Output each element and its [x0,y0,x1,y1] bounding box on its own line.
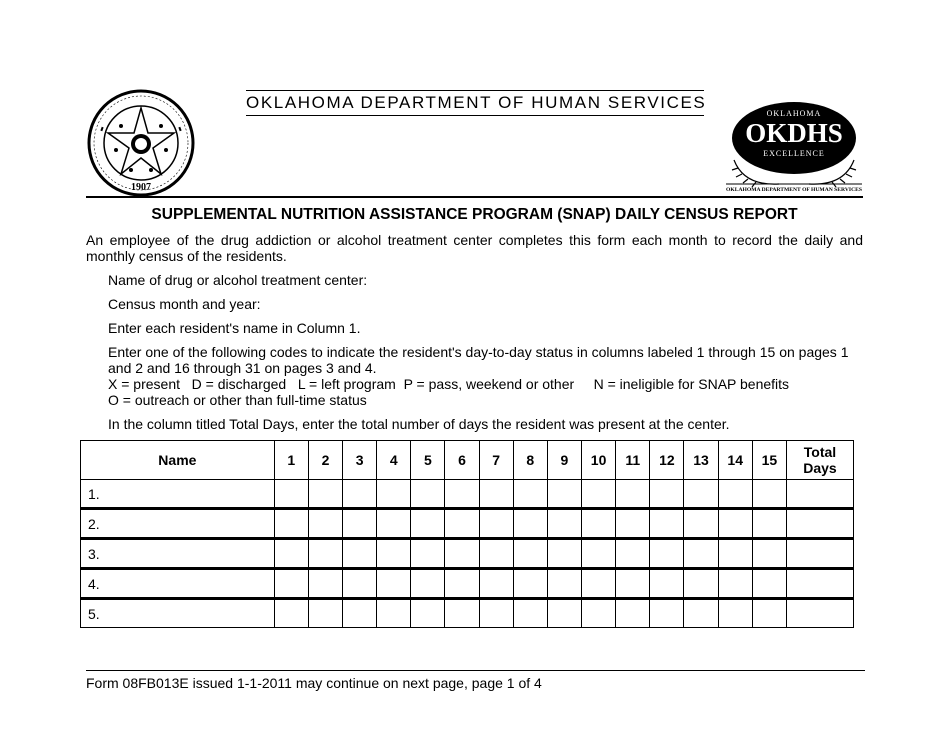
resident-row [81,569,854,599]
day-status-cell[interactable] [343,509,377,539]
day-column-header: 15 [752,441,786,480]
day-status-cell[interactable] [411,569,445,599]
day-status-cell[interactable] [684,569,718,599]
form-footer: Form 08FB013E issued 1-1-2011 may continue on next page, page 1 of 4 [86,675,542,691]
day-status-cell[interactable] [582,599,616,628]
okdhs-logo [724,98,864,195]
day-status-cell[interactable] [513,569,547,599]
resident-name-cell[interactable]: 2. [81,509,275,539]
day-status-cell[interactable] [411,480,445,509]
day-status-cell[interactable] [718,599,752,628]
day-status-cell[interactable] [582,480,616,509]
day-status-cell[interactable] [411,599,445,628]
day-status-cell[interactable] [479,599,513,628]
census-month-label: Census month and year: [108,296,261,312]
day-column-header: 7 [479,441,513,480]
resident-name-cell[interactable]: 4. [81,569,275,599]
logo-sub-text: EXCELLENCE [763,149,825,158]
logo-top-text: OKLAHOMA [766,109,822,118]
total-days-cell[interactable] [786,539,853,569]
codes-instruction [108,344,863,408]
day-status-cell[interactable] [274,569,308,599]
day-status-cell[interactable] [752,569,786,599]
name-column-header: Name [81,441,275,480]
resident-row [81,599,854,628]
day-status-cell[interactable] [650,509,684,539]
day-status-cell[interactable] [616,509,650,539]
day-status-cell[interactable] [547,480,581,509]
day-status-cell[interactable] [308,480,342,509]
resident-row [81,509,854,539]
day-status-cell[interactable] [718,569,752,599]
codes-legend-line-1: X = present D = discharged L = left program P = pass, weekend or other N = ineligible for SNAP benefits [108,376,790,392]
form-title: SUPPLEMENTAL NUTRITION ASSISTANCE PROGRAM (SNAP) DAILY CENSUS REPORT [151,206,798,223]
day-status-cell[interactable] [684,480,718,509]
day-status-cell[interactable] [650,599,684,628]
agency-header [246,90,707,116]
day-status-cell[interactable] [274,509,308,539]
day-column-header: 9 [547,441,581,480]
total-days-cell[interactable] [786,569,853,599]
day-column-header: 8 [513,441,547,480]
day-status-cell[interactable] [616,599,650,628]
day-status-cell[interactable] [616,569,650,599]
day-status-cell[interactable] [445,569,479,599]
day-status-cell[interactable] [752,509,786,539]
day-column-header: 2 [308,441,342,480]
day-status-cell[interactable] [274,539,308,569]
census-table [80,440,854,628]
day-status-cell[interactable] [650,480,684,509]
footer-divider [86,670,865,671]
day-column-header: 11 [616,441,650,480]
resident-name-cell[interactable]: 3. [81,539,275,569]
resident-name-cell[interactable]: 5. [81,599,275,628]
day-status-cell[interactable] [513,480,547,509]
day-status-cell[interactable] [343,599,377,628]
total-days-cell[interactable] [786,509,853,539]
state-seal-image [86,88,196,198]
day-status-cell[interactable] [274,599,308,628]
codes-instruction-text: Enter one of the following codes to indicate the resident's day-to-day status in columns labeled 1 through 15 on pages 1 and 2 and 16 through 31 on pages 3 and 4. [108,344,849,376]
day-status-cell[interactable] [343,569,377,599]
day-status-cell[interactable] [411,509,445,539]
day-status-cell[interactable] [718,539,752,569]
day-status-cell[interactable] [684,599,718,628]
total-header-line-1: Total [803,444,837,460]
day-status-cell[interactable] [547,569,581,599]
day-status-cell[interactable] [752,599,786,628]
day-status-cell[interactable] [343,539,377,569]
day-status-cell[interactable] [343,480,377,509]
census-header-row [81,441,854,480]
codes-legend-line-2: O = outreach or other than full-time status [108,392,367,408]
day-status-cell[interactable] [547,599,581,628]
day-status-cell[interactable] [547,509,581,539]
day-status-cell[interactable] [547,539,581,569]
day-column-header: 10 [582,441,616,480]
day-status-cell[interactable] [377,599,411,628]
day-status-cell[interactable] [445,480,479,509]
day-column-header: 12 [650,441,684,480]
day-status-cell[interactable] [684,509,718,539]
day-status-cell[interactable] [616,480,650,509]
day-status-cell[interactable] [650,569,684,599]
day-status-cell[interactable] [445,599,479,628]
day-status-cell[interactable] [308,539,342,569]
form-intro: An employee of the drug addiction or alcohol treatment center completes this form each month to record the daily and monthly census of the residents. [86,232,863,264]
day-status-cell[interactable] [718,480,752,509]
logo-caption: OKLAHOMA DEPARTMENT OF HUMAN SERVICES [726,187,862,193]
day-status-cell[interactable] [377,480,411,509]
resident-row [81,480,854,509]
day-column-header: 1 [274,441,308,480]
day-column-header: 4 [377,441,411,480]
day-status-cell[interactable] [684,539,718,569]
total-days-cell[interactable] [786,480,853,509]
day-status-cell[interactable] [479,569,513,599]
day-status-cell[interactable] [308,569,342,599]
day-status-cell[interactable] [479,509,513,539]
header-divider [86,196,863,198]
total-header-line-2: Days [803,460,837,476]
seal-year: 1907 [131,182,151,193]
day-status-cell[interactable] [411,539,445,569]
day-status-cell[interactable] [582,539,616,569]
total-days-cell[interactable] [786,599,853,628]
day-status-cell[interactable] [445,509,479,539]
logo-main-text: OKDHS [745,118,843,148]
day-status-cell[interactable] [513,539,547,569]
day-status-cell[interactable] [445,539,479,569]
day-status-cell[interactable] [377,569,411,599]
day-status-cell[interactable] [718,509,752,539]
day-column-header: 14 [718,441,752,480]
day-status-cell[interactable] [308,599,342,628]
total-days-column-header [786,441,853,480]
day-status-cell[interactable] [377,509,411,539]
day-status-cell[interactable] [582,569,616,599]
day-status-cell[interactable] [752,539,786,569]
day-column-header: 13 [684,441,718,480]
day-status-cell[interactable] [274,480,308,509]
total-days-instruction: In the column titled Total Days, enter the total number of days the resident was present at the center. [108,416,730,432]
day-status-cell[interactable] [650,539,684,569]
resident-name-cell[interactable]: 1. [81,480,275,509]
day-status-cell[interactable] [616,539,650,569]
day-status-cell[interactable] [513,509,547,539]
day-status-cell[interactable] [377,539,411,569]
day-column-header: 6 [445,441,479,480]
day-status-cell[interactable] [308,509,342,539]
resident-row [81,539,854,569]
center-name-label: Name of drug or alcohol treatment center: [108,272,368,288]
day-status-cell[interactable] [513,599,547,628]
day-status-cell[interactable] [479,539,513,569]
day-status-cell[interactable] [752,480,786,509]
resident-instruction: Enter each resident's name in Column 1. [108,320,361,336]
day-column-header: 5 [411,441,445,480]
agency-name: OKLAHOMA DEPARTMENT OF HUMAN SERVICES [246,93,707,112]
day-status-cell[interactable] [479,480,513,509]
day-column-header: 3 [343,441,377,480]
day-status-cell[interactable] [582,509,616,539]
